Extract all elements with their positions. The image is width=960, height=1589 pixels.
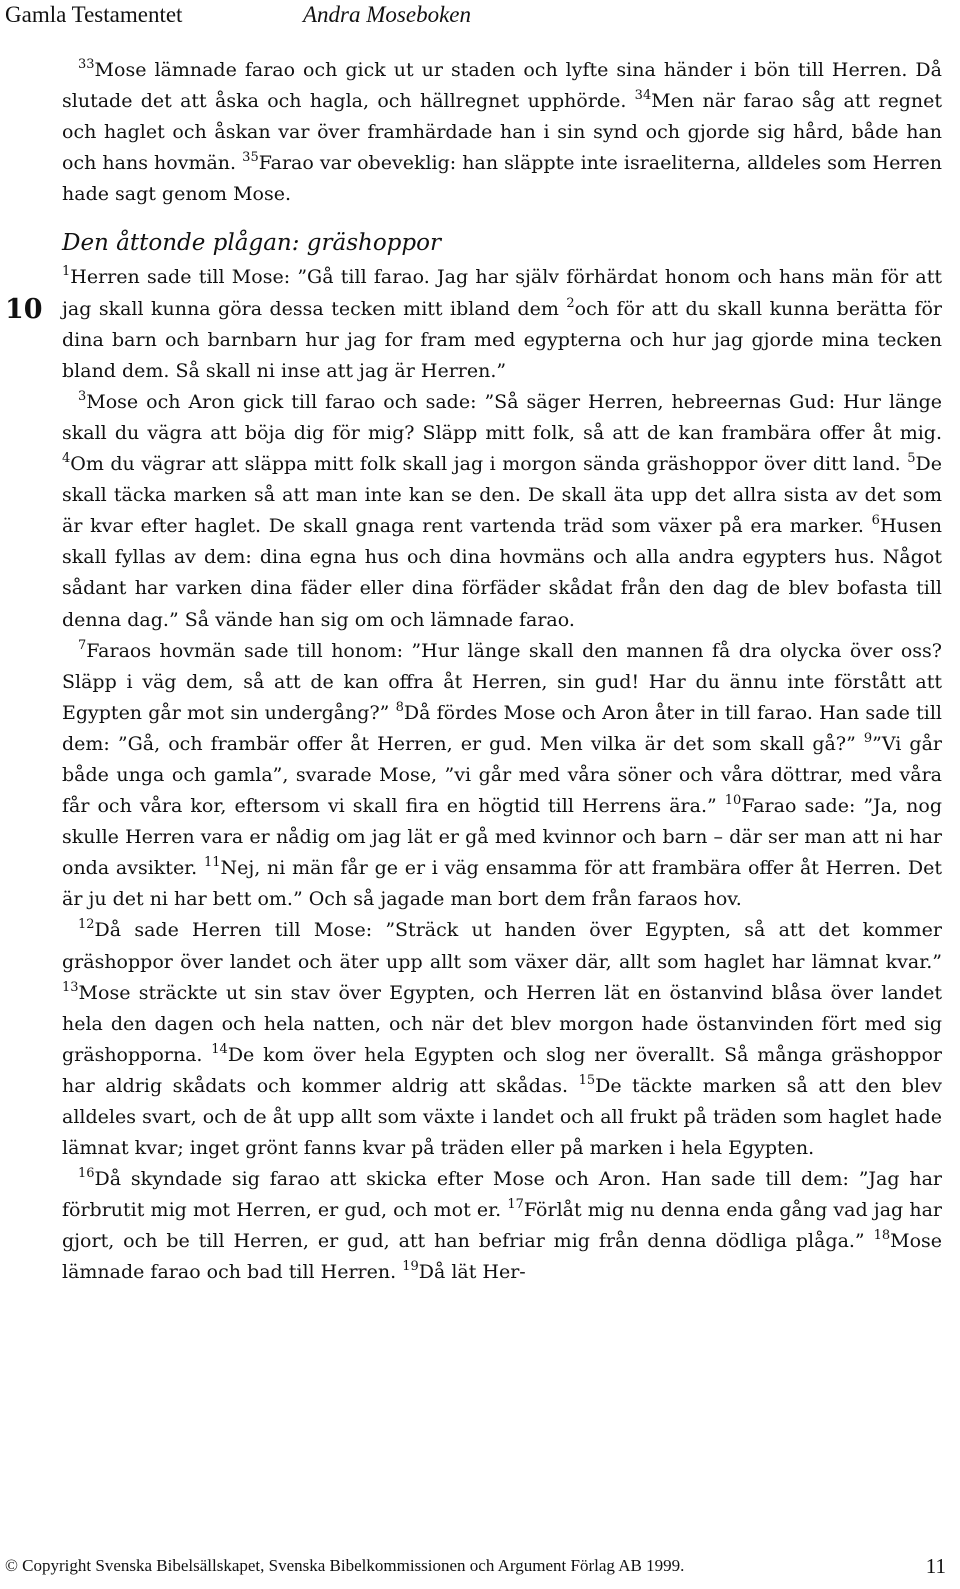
verse-number: 35 bbox=[242, 150, 259, 166]
verse-text: Då skyndade sig farao att skicka efter Mose och Aron. Han sade till dem: ”Jag har förbrutit mig mot Herren, er gud, och mot er. bbox=[62, 1168, 942, 1222]
copyright-notice: © Copyright Svenska Bibelsällskapet, Svenska Bibelkommissionen och Argument Förlag AB 1999. bbox=[5, 1556, 685, 1575]
verse-number: 1 bbox=[62, 264, 71, 280]
verse-number: 2 bbox=[566, 295, 575, 311]
scripture-text bbox=[62, 55, 942, 1289]
paragraph bbox=[62, 387, 942, 636]
paragraph bbox=[62, 1164, 942, 1288]
paragraph bbox=[62, 55, 942, 210]
book-collection-title: Gamla Testamentet bbox=[5, 2, 183, 27]
verse-text: Herren sade till Mose: ”Gå till farao. Jag har själv förhärdat honom och hans män för att jag skall kunna göra dessa tecken mitt ibland dem bbox=[62, 266, 942, 320]
verse-number: 15 bbox=[578, 1072, 596, 1088]
verse-text: Faraos hovmän sade till honom: ”Hur länge skall den mannen få dra olycka över oss? Släpp i väg dem, så att de kan offra åt Herren, sin gud! Har du ännu inte förstått att Egypten går mot sin undergång?” bbox=[62, 639, 942, 724]
verse-number: 4 bbox=[62, 451, 71, 467]
verse-number: 34 bbox=[634, 88, 652, 104]
verse-number: 3 bbox=[78, 388, 87, 404]
paragraph bbox=[62, 636, 942, 916]
verse-text: Om du vägrar att släppa mitt folk skall jag i morgon sända gräshoppor över ditt land. bbox=[70, 453, 908, 476]
verse-number: 5 bbox=[907, 451, 916, 467]
verse-number: 12 bbox=[78, 917, 95, 933]
verse-number: 13 bbox=[62, 979, 79, 995]
verse-text: Mose lämnade farao och bad till Herren. bbox=[62, 1230, 942, 1284]
paragraph bbox=[62, 262, 942, 386]
verse-text: Förlåt mig nu denna enda gång vad jag har gjort, och be till Herren, er gud, att han befriar mig från denna dödliga plåga.” bbox=[62, 1199, 943, 1253]
verse-number: 17 bbox=[507, 1197, 524, 1213]
verse-text: De skall täcka marken så att man inte kan se den. De skall äta upp det allra sista av det som är kvar efter haglet. De skall gnaga rent vartenda träd som växer på era marker. bbox=[62, 453, 942, 538]
section-heading: Den åttonde plågan: gräshoppor bbox=[62, 230, 441, 257]
verse-text: De täckte marken så att den blev alldeles svart, och de åt upp allt som växte i landet och all frukt på träden som haglet hade lämnat kvar; inget grönt fanns kvar på träden eller på marken i hela Egypten. bbox=[62, 1074, 942, 1160]
verse-number: 10 bbox=[724, 793, 742, 809]
verse-text: Husen skall fyllas av dem: dina egna hus och dina hovmäns och alla andra egypters hus. Något sådant har varken dina fäder eller dina förfäder skådat från den dag de blev bofasta till denna dag.” Så vände han sig om och lämnade farao. bbox=[62, 515, 942, 631]
verse-number: 7 bbox=[78, 637, 87, 653]
verse-number: 19 bbox=[402, 1259, 419, 1275]
verse-text: Farao sade: ”Ja, nog skulle Herren vara er nådig om jag lät er gå med kvinnor och barn – där ser man att ni har onda avsikter. bbox=[62, 795, 942, 880]
verse-text: Mose och Aron gick till farao och sade: ”Så säger Herren, hebreernas Gud: Hur länge skall du vägra att böja dig för mig? Släpp mitt folk, så att de kan frambära offer åt mig. bbox=[62, 390, 942, 444]
verse-text: Mose sträckte ut sin stav över Egypten, och Herren lät en östanvind blåsa över landet hela den dagen och hela natten, och när det blev morgon hade östanvinden fört med sig gräshopporna. bbox=[62, 981, 942, 1066]
verse-text: Farao var obeveklig: han släppte inte israeliterna, alldeles som Herren hade sagt genom Mose. bbox=[62, 152, 942, 206]
verse-number: 9 bbox=[863, 730, 873, 746]
verse-number: 16 bbox=[78, 1166, 95, 1182]
verse-text: Men när farao såg att regnet och haglet och åskan var över framhärdade han i sin synd och gjorde sig hård, både han och hans hovmän. bbox=[62, 90, 942, 175]
paragraph bbox=[62, 915, 942, 1164]
verse-text: ”Vi går både unga och gamla”, svarade Mose, ”vi går med våra söner och våra döttrar, med våra får och våra kor, eftersom vi skall fira en högtid till Herrens ära.” bbox=[62, 732, 942, 818]
page-header bbox=[5, 0, 950, 30]
verse-text: Nej, ni män får ge er i väg ensamma för att frambära offer åt Herren. Det är ju det ni har bett om.” Och så jagade man bort dem från faraos hov. bbox=[62, 857, 943, 911]
verse-text: Då sade Herren till Mose: ”Sträck ut handen över Egypten, så att det kommer gräshoppor över landet och äter upp allt som växer där, allt som haglet har lämnat kvar.” bbox=[62, 919, 942, 973]
chapter-number: 10 bbox=[5, 294, 43, 325]
verse-number: 8 bbox=[395, 699, 404, 715]
verse-number: 11 bbox=[203, 855, 221, 871]
book-title: Andra Moseboken bbox=[303, 2, 471, 27]
page-number: 11 bbox=[925, 1554, 946, 1578]
verse-number: 33 bbox=[78, 57, 95, 72]
verse-number: 18 bbox=[873, 1228, 891, 1244]
verse-text: och för att du skall kunna berätta för dina barn och barnbarn hur jag for fram med egypterna och hur jag gjorde mina tecken bland dem. Så skall ni inse att jag är Herren.” bbox=[62, 297, 943, 382]
verse-number: 14 bbox=[211, 1041, 228, 1057]
verse-text: Då lät Her- bbox=[418, 1261, 526, 1284]
verse-text: De kom över hela Egypten och slog ner överallt. Så många gräshoppor har aldrig skådats och kommer aldrig att skådas. bbox=[62, 1043, 942, 1097]
verse-text: Då fördes Mose och Aron åter in till farao. Han sade till dem: ”Gå, och frambär offer åt Herren, er gud. Men vilka är det som skall gå?” bbox=[62, 701, 942, 755]
verse-text: Mose lämnade farao och gick ut ur staden och lyfte sina händer i bön till Herren. Då slutade det att åska och hagla, och hällregnet upphörde. bbox=[62, 59, 942, 113]
verse-number: 6 bbox=[871, 513, 880, 529]
